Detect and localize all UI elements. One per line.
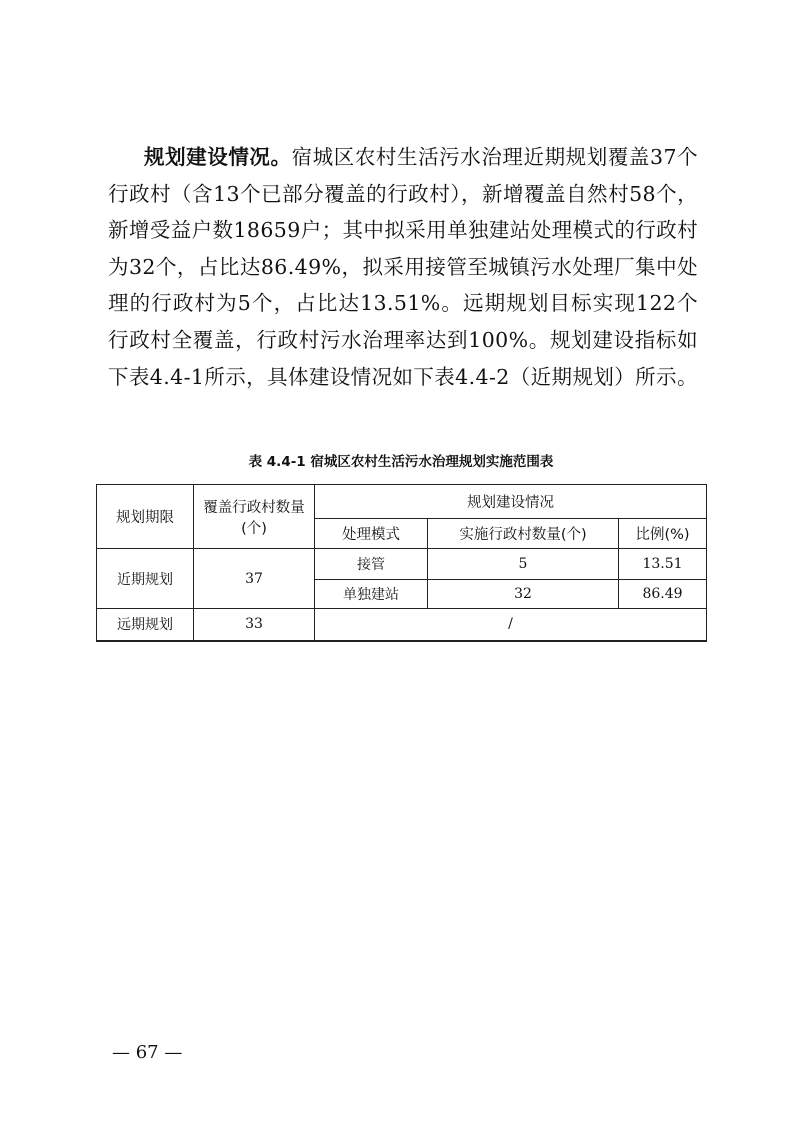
cell-mode: 接管 bbox=[315, 549, 428, 580]
cell-coverage: 33 bbox=[194, 609, 315, 641]
cell-count: 32 bbox=[428, 580, 619, 609]
header-count: 实施行政村数量(个) bbox=[428, 519, 619, 549]
page-number: — 67 — bbox=[112, 1042, 183, 1063]
table-row bbox=[97, 609, 707, 641]
header-ratio: 比例(%) bbox=[619, 519, 707, 549]
header-period: 规划期限 bbox=[97, 485, 194, 549]
table-header-row bbox=[97, 485, 707, 519]
cell-coverage: 37 bbox=[194, 549, 315, 609]
paragraph-text: 宿城区农村生活污水治理近期规划覆盖37个行政村（含13个已部分覆盖的行政村），新增覆盖自然村58个，新增受益户数18659户；其中拟采用单独建站处理模式的行政村为32个，占比达86.49%，拟采用接管至城镇污水处理厂集中处理的行政村为5个，占比达13.51%。远期规划目标实现122个行政村全覆盖，行政村污水治理率达到100%。规划建设指标如下表4.4-1所示，具体建设情况如下表4.4-2（近期规划）所示。 bbox=[108, 145, 698, 389]
paragraph-lead: 规划建设情况。 bbox=[144, 145, 292, 169]
cell-ratio: 13.51 bbox=[619, 549, 707, 580]
body-paragraph bbox=[108, 139, 698, 395]
planning-table bbox=[96, 484, 707, 642]
table-caption: 表 4.4-1 宿城区农村生活污水治理规划实施范围表 bbox=[248, 454, 554, 470]
cell-count: 5 bbox=[428, 549, 619, 580]
cell-ratio: 86.49 bbox=[619, 580, 707, 609]
header-construction: 规划建设情况 bbox=[315, 485, 707, 519]
cell-mode: 单独建站 bbox=[315, 580, 428, 609]
header-mode: 处理模式 bbox=[315, 519, 428, 549]
cell-note: / bbox=[315, 609, 707, 641]
cell-period: 近期规划 bbox=[97, 549, 194, 609]
table-row bbox=[97, 549, 707, 580]
cell-period: 远期规划 bbox=[97, 609, 194, 641]
header-coverage: 覆盖行政村数量(个) bbox=[194, 485, 315, 549]
